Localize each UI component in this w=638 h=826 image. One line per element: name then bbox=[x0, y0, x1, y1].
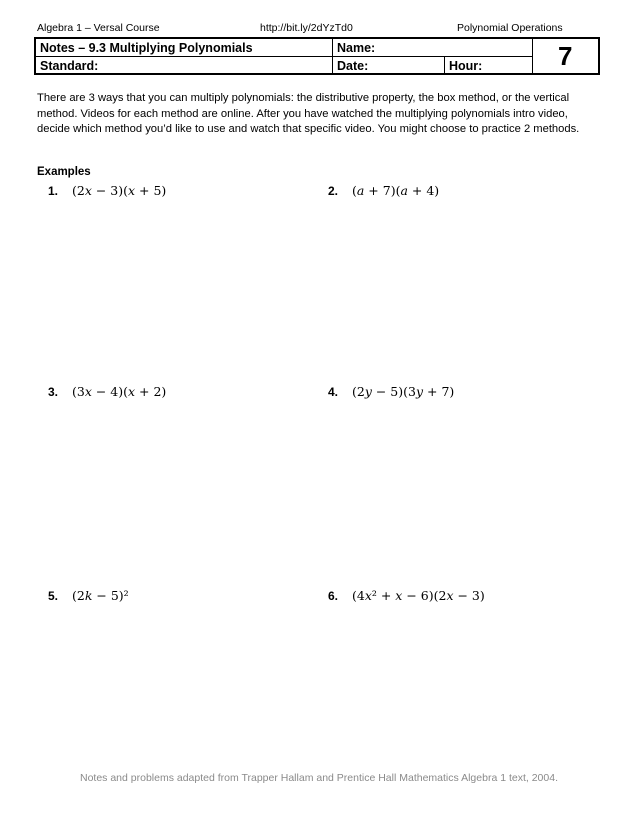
problem-number: 2. bbox=[328, 184, 339, 198]
topic-name: Polynomial Operations bbox=[457, 22, 563, 34]
problem-expression: (2𝑥 − 3)(𝑥 + 5) bbox=[72, 183, 167, 198]
problem-number: 4. bbox=[328, 385, 339, 399]
intro-paragraph: There are 3 ways that you can multiply polynomials: the distributive property, the box method, or the vertical method. Videos for each method are online. After you have watched the multiplying polynomials intro video, decide which method you’d like to use and watch that specific video. You might choose to practice 2 methods. bbox=[37, 92, 580, 135]
name-label: Name: bbox=[337, 41, 376, 55]
problem-1 bbox=[48, 183, 166, 198]
page-header-line bbox=[37, 22, 602, 36]
problem-number: 1. bbox=[48, 184, 59, 198]
problem-expression: (2𝑦 − 5)(3𝑦 + 7) bbox=[352, 384, 455, 399]
examples-heading: Examples bbox=[37, 166, 91, 178]
notes-title: Notes – 9.3 Multiplying Polynomials bbox=[40, 41, 253, 55]
hour-label: Hour: bbox=[449, 59, 483, 73]
problem-expression: (𝑎 + 7)(𝑎 + 4) bbox=[352, 183, 440, 198]
problem-4 bbox=[328, 384, 454, 399]
problem-expression: (3𝑥 − 4)(𝑥 + 2) bbox=[72, 384, 167, 399]
unit-number: 7 bbox=[558, 41, 573, 71]
standard-label: Standard: bbox=[40, 59, 99, 73]
footer-credit: Notes and problems adapted from Trapper Hallam and Prentice Hall Mathematics Algebra 1 text, 2004. bbox=[79, 772, 558, 784]
problem-5 bbox=[48, 588, 129, 603]
problem-6 bbox=[328, 588, 485, 603]
problem-number: 3. bbox=[48, 385, 59, 399]
problem-expression: (4𝑥² + 𝑥 − 6)(2𝑥 − 3) bbox=[352, 588, 485, 603]
problem-number: 5. bbox=[48, 589, 59, 603]
problem-expression: (2𝑘 − 5)² bbox=[72, 588, 129, 603]
problem-2 bbox=[328, 183, 439, 198]
notes-header-table bbox=[34, 37, 600, 75]
course-name: Algebra 1 – Versal Course bbox=[37, 22, 160, 34]
problem-number: 6. bbox=[328, 589, 339, 603]
video-url-link[interactable]: http://bit.ly/2dYzTd0 bbox=[260, 22, 353, 34]
problem-3 bbox=[48, 384, 166, 399]
date-label: Date: bbox=[337, 59, 369, 73]
